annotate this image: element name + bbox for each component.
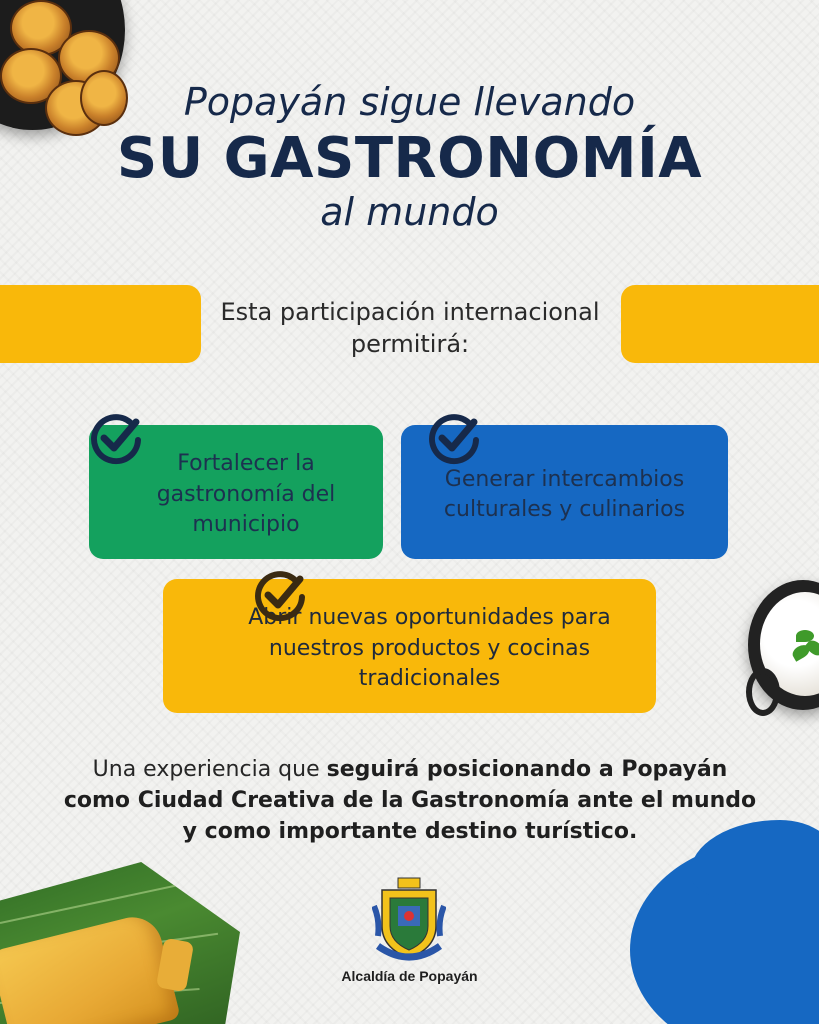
check-circle-icon [426,410,482,466]
closing-intro: Una experiencia que [92,757,327,782]
closing-paragraph [60,754,760,848]
card-text: Fortalecer la gastronomía del municipio [156,451,336,538]
pot-handle [746,668,780,716]
card-text: Abrir nuevas oportunidades para nuestros productos y cocinas tradicionales [248,605,611,692]
check-circle-icon [252,567,308,623]
yellow-tab-left [0,285,201,363]
headline-line-1: Popayán sigue llevando [183,80,636,124]
closing-bold: seguirá posicionando a Popayán como Ciudad Creativa de la Gastronomía ante el mundo y como importante destino turístico. [63,757,757,845]
subtitle: Esta participación internacional permitirá: [220,298,600,359]
card-new-opportunities [163,579,656,713]
logo-label: Alcaldía de Popayán [341,968,478,984]
check-circle-icon [88,410,144,466]
coat-of-arms-icon [372,876,446,966]
card-text: Generar intercambios culturales y culinarios [443,466,686,522]
headline-line-2: SU GASTRONOMÍA [116,126,703,191]
headline-line-3: al mundo [320,190,499,234]
yellow-tab-right [621,285,819,363]
